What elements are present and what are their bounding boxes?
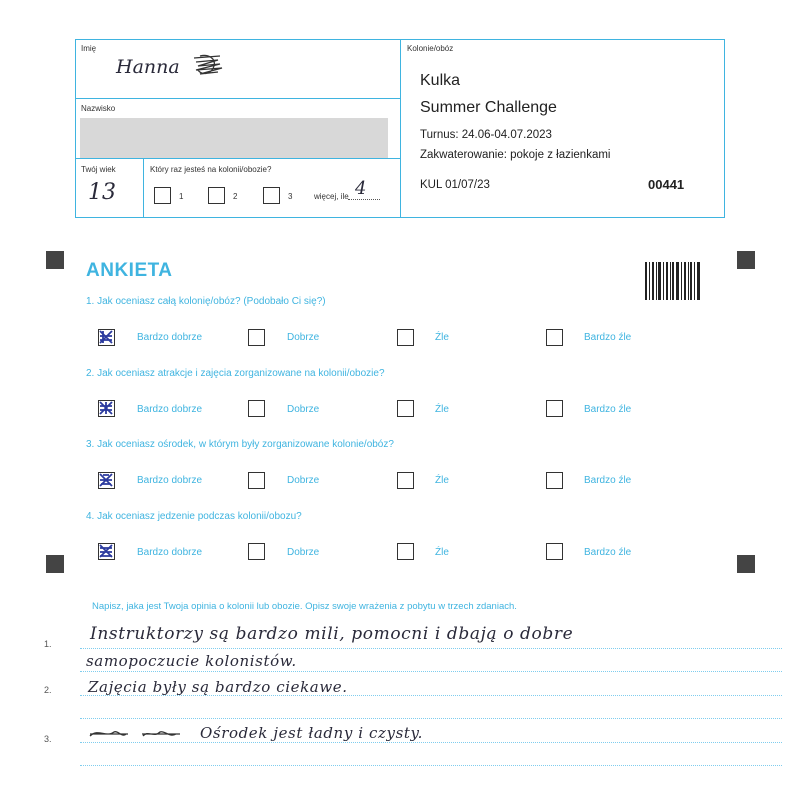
- more-label: więcej, ile: [314, 192, 349, 201]
- opinion-prompt: Napisz, jaka jest Twoja opinia o kolonii lub obozie. Opisz swoje wrażenia z pobytu w trzech zdaniach.: [92, 601, 517, 612]
- q1-option-bad: Źle: [435, 332, 449, 343]
- age-label: Twój wiek: [81, 165, 116, 174]
- visit-checkbox-2[interactable]: [208, 187, 225, 204]
- q4-checkbox-good[interactable]: [248, 543, 265, 560]
- q2-checkbox-very-bad[interactable]: [546, 400, 563, 417]
- question-1: 1. Jak oceniasz całą kolonię/obóz? (Podobało Ci się?): [86, 296, 326, 307]
- q3-checkbox-very-good[interactable]: [98, 472, 115, 489]
- q2-checkbox-bad[interactable]: [397, 400, 414, 417]
- name-scribble: [190, 52, 226, 80]
- question-3: 3. Jak oceniasz ośrodek, w którym były zorganizowane kolonie/obóz?: [86, 439, 394, 450]
- registration-marker-top-right: [737, 251, 755, 269]
- age-value[interactable]: 13: [88, 180, 116, 205]
- q2-option-good: Dobrze: [287, 404, 320, 415]
- answer-1b[interactable]: samopoczucie kolonistów.: [86, 652, 297, 670]
- registration-marker-top-left: [46, 251, 64, 269]
- q4-checkbox-bad[interactable]: [397, 543, 414, 560]
- q3-checkbox-bad[interactable]: [397, 472, 414, 489]
- question-4: 4. Jak oceniasz jedzenie podczas kolonii/obozu?: [86, 511, 302, 522]
- q4-checkbox-very-good[interactable]: [98, 543, 115, 560]
- line-number-2: 2.: [44, 685, 52, 695]
- visit-option-1: 1: [179, 192, 184, 201]
- check-mark-icon: [99, 330, 113, 344]
- q3-option-bad: Źle: [435, 475, 449, 486]
- camp-code: KUL 01/07/23: [420, 179, 490, 191]
- registration-marker-bottom-left: [46, 555, 64, 573]
- line-number-1: 1.: [44, 639, 52, 649]
- check-mark-icon: [99, 544, 113, 558]
- q1-checkbox-good[interactable]: [248, 329, 265, 346]
- accommodation-text: Zakwaterowanie: pokoje z łazienkami: [420, 149, 611, 161]
- visit-checkbox-1[interactable]: [154, 187, 171, 204]
- age-divider: [143, 158, 144, 218]
- registration-marker-bottom-right: [737, 555, 755, 573]
- q4-option-good: Dobrze: [287, 547, 320, 558]
- q1-option-very-good: Bardzo dobrze: [137, 332, 203, 343]
- q3-checkbox-good[interactable]: [248, 472, 265, 489]
- visit-checkbox-3[interactable]: [263, 187, 280, 204]
- line-number-3: 3.: [44, 734, 52, 744]
- camp-name-1: Kulka: [420, 72, 461, 89]
- q1-checkbox-very-bad[interactable]: [546, 329, 563, 346]
- answer-line-3b: [80, 765, 782, 766]
- crossed-out-scribble: [88, 724, 188, 744]
- camp-label: Kolonie/obóz: [407, 44, 454, 53]
- question-2: 2. Jak oceniasz atrakcje i zajęcia zorganizowane na kolonii/obozie?: [86, 368, 385, 379]
- surname-redacted[interactable]: [80, 118, 388, 158]
- answer-3[interactable]: Ośrodek jest ładny i czysty.: [200, 724, 423, 742]
- answer-line-1: [80, 648, 782, 649]
- q1-checkbox-bad[interactable]: [397, 329, 414, 346]
- q3-option-very-good: Bardzo dobrze: [137, 475, 203, 486]
- q4-option-very-bad: Bardzo źle: [584, 547, 632, 558]
- name-value[interactable]: Hanna: [116, 56, 180, 78]
- q1-option-good: Dobrze: [287, 332, 320, 343]
- answer-line-1b: [80, 671, 782, 672]
- survey-title: ANKIETA: [86, 260, 173, 281]
- surname-divider: [75, 158, 400, 159]
- name-divider: [75, 98, 400, 99]
- name-label: Imię: [81, 44, 97, 53]
- more-dotline: [348, 199, 380, 200]
- q1-option-very-bad: Bardzo źle: [584, 332, 632, 343]
- q4-option-bad: Źle: [435, 547, 449, 558]
- q4-checkbox-very-bad[interactable]: [546, 543, 563, 560]
- answer-line-2b: [80, 718, 782, 719]
- form-number: 00441: [648, 177, 685, 192]
- check-mark-icon: [99, 401, 113, 415]
- q2-checkbox-good[interactable]: [248, 400, 265, 417]
- answer-2[interactable]: Zajęcia były są bardzo ciekawe.: [88, 678, 348, 696]
- visit-option-3: 3: [288, 192, 293, 201]
- q2-checkbox-very-good[interactable]: [98, 400, 115, 417]
- answer-1a[interactable]: Instruktorzy są bardzo mili, pomocni i dbają o dobre: [90, 624, 574, 644]
- more-value[interactable]: 4: [355, 178, 367, 199]
- check-mark-icon: [99, 473, 113, 487]
- q3-option-good: Dobrze: [287, 475, 320, 486]
- camp-name-2: Summer Challenge: [420, 99, 557, 116]
- surname-label: Nazwisko: [81, 104, 116, 113]
- q2-option-very-good: Bardzo dobrze: [137, 404, 203, 415]
- turnus-text: Turnus: 24.06-04.07.2023: [420, 129, 552, 141]
- header-divider: [400, 39, 401, 218]
- q3-option-very-bad: Bardzo źle: [584, 475, 632, 486]
- q4-option-very-good: Bardzo dobrze: [137, 547, 203, 558]
- q2-option-bad: Źle: [435, 404, 449, 415]
- visit-option-2: 2: [233, 192, 238, 201]
- visit-label: Który raz jesteś na kolonii/obozie?: [150, 165, 272, 174]
- barcode: [645, 262, 701, 300]
- q1-checkbox-very-good[interactable]: [98, 329, 115, 346]
- q2-option-very-bad: Bardzo źle: [584, 404, 632, 415]
- q3-checkbox-very-bad[interactable]: [546, 472, 563, 489]
